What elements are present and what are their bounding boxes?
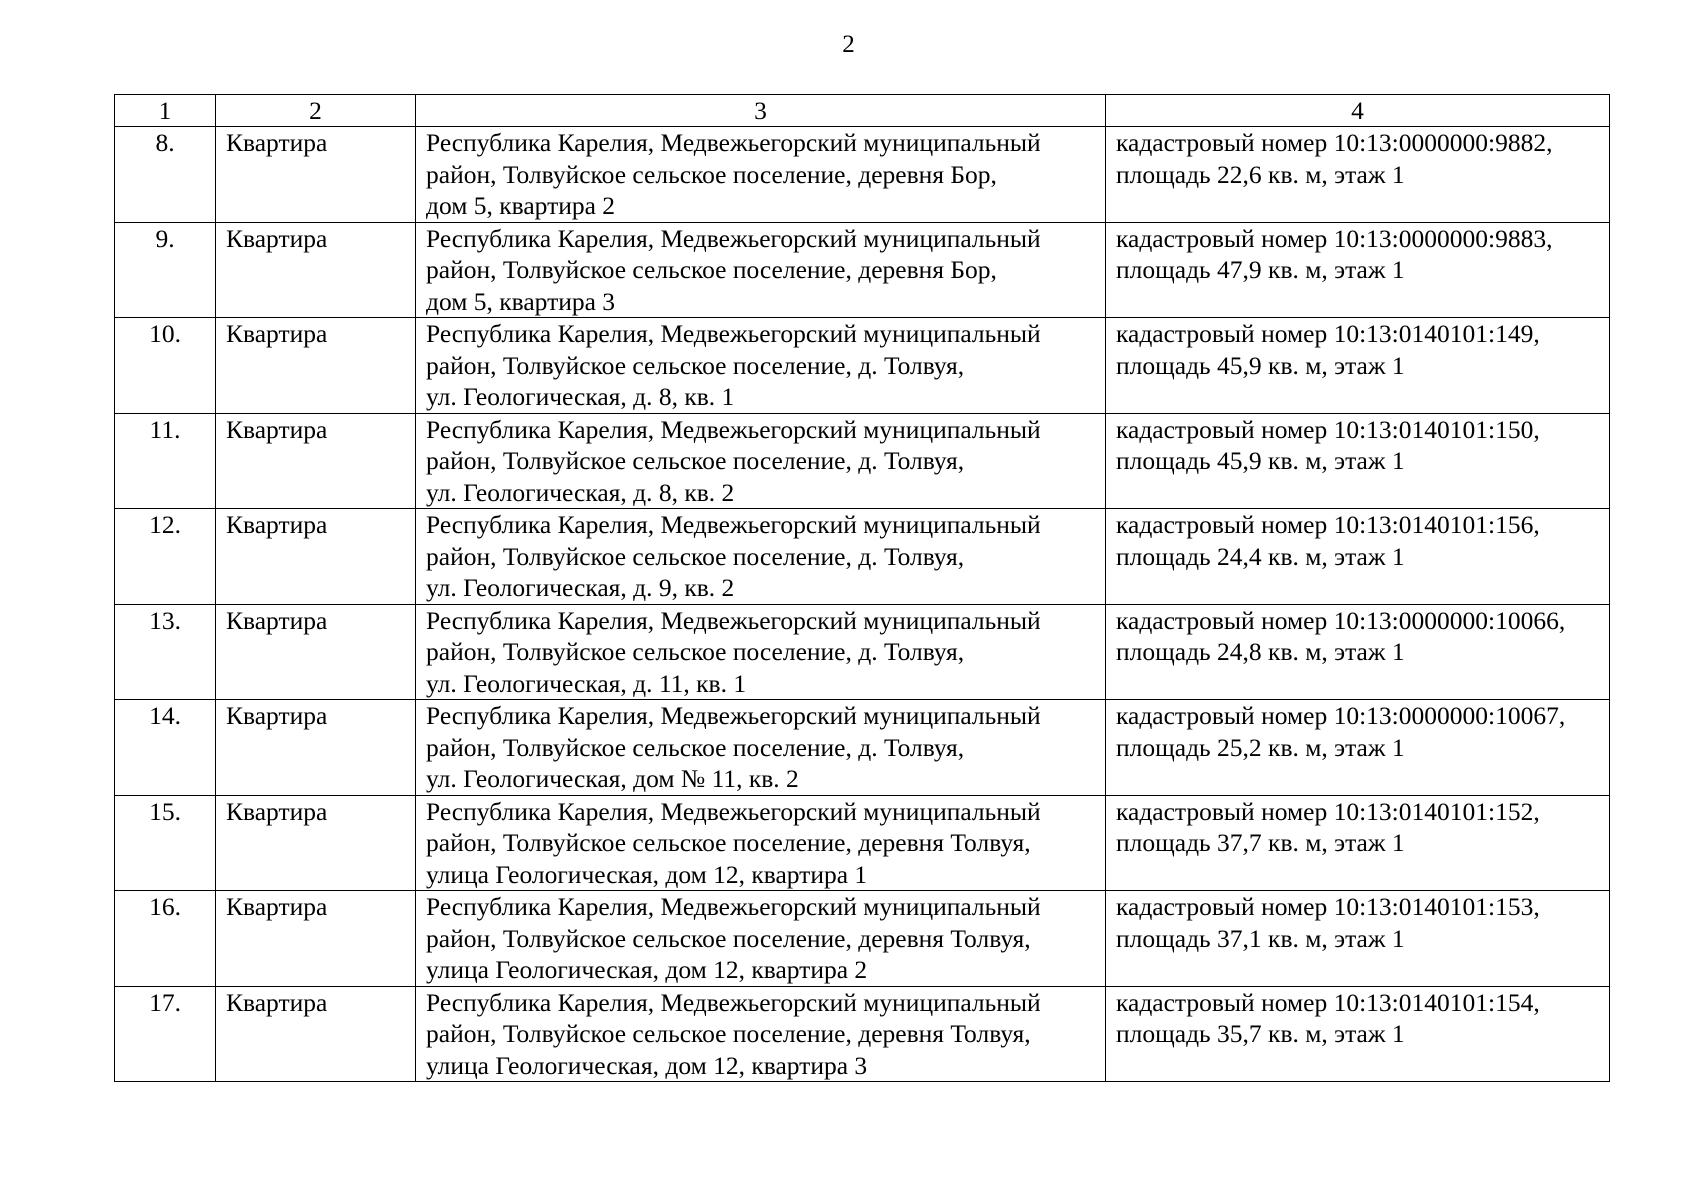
details-line: площадь 45,9 кв. м, этаж 1 — [1116, 350, 1405, 380]
details-line: кадастровый номер 10:13:0000000:9882, — [1116, 128, 1553, 157]
property-type: Квартира — [216, 509, 416, 605]
property-details — [1106, 891, 1610, 987]
row-number: 16. — [115, 891, 216, 987]
details-line: кадастровый номер 10:13:0140101:150, — [1116, 414, 1540, 444]
property-details — [1106, 986, 1610, 1082]
property-details — [1106, 604, 1610, 700]
address-line: Республика Карелия, Медвежьегорский муниципальный — [426, 987, 1041, 1017]
address-line: Республика Карелия, Медвежьегорский муниципальный — [426, 796, 1041, 826]
table-row — [115, 127, 1610, 223]
details-line: площадь 24,4 кв. м, этаж 1 — [1116, 541, 1405, 571]
property-address — [416, 795, 1106, 891]
property-address — [416, 222, 1106, 318]
address-line: ул. Геологическая, д. 11, кв. 1 — [426, 668, 747, 698]
details-line: площадь 24,8 кв. м, этаж 1 — [1116, 637, 1405, 666]
details-line: площадь 45,9 кв. м, этаж 1 — [1116, 446, 1405, 475]
address-line: дом 5, квартира 3 — [426, 286, 616, 316]
property-type: Квартира — [216, 318, 416, 414]
address-line: дом 5, квартира 2 — [426, 191, 616, 220]
address-line: район, Толвуйское сельское поселение, д. Толвуя, — [426, 350, 965, 380]
property-details — [1106, 413, 1610, 509]
details-line: площадь 22,6 кв. м, этаж 1 — [1116, 159, 1405, 189]
property-details — [1106, 509, 1610, 605]
property-address — [416, 986, 1106, 1082]
address-line: Республика Карелия, Медвежьегорский муниципальный — [426, 892, 1041, 921]
header-col-3: 3 — [416, 95, 1106, 127]
property-type: Квартира — [216, 700, 416, 796]
property-address — [416, 127, 1106, 223]
address-line: улица Геологическая, дом 12, квартира 1 — [426, 859, 868, 889]
address-line: район, Толвуйское сельское поселение, д. Толвуя, — [426, 732, 965, 762]
property-details — [1106, 127, 1610, 223]
address-line: Республика Карелия, Медвежьегорский муниципальный — [426, 605, 1041, 635]
table-row — [115, 795, 1610, 891]
property-address — [416, 700, 1106, 796]
row-number: 8. — [115, 127, 216, 223]
page-number: 2 — [842, 31, 855, 58]
address-line: район, Толвуйское сельское поселение, д. Толвуя, — [426, 637, 965, 666]
details-line: площадь 35,7 кв. м, этаж 1 — [1116, 1019, 1405, 1048]
table-row — [115, 700, 1610, 796]
property-address — [416, 604, 1106, 700]
address-line: район, Толвуйское сельское поселение, деревня Толвуя, — [426, 828, 1031, 857]
address-line: Республика Карелия, Медвежьегорский муниципальный — [426, 128, 1041, 157]
address-line: район, Толвуйское сельское поселение, деревня Бор, — [426, 159, 997, 189]
property-table — [114, 94, 1610, 1082]
property-details — [1106, 318, 1610, 414]
details-line: кадастровый номер 10:13:0000000:10067, — [1116, 701, 1566, 730]
header-col-2: 2 — [216, 95, 416, 127]
details-line: кадастровый номер 10:13:0140101:154, — [1116, 987, 1540, 1017]
property-type: Квартира — [216, 795, 416, 891]
details-line: кадастровый номер 10:13:0140101:156, — [1116, 510, 1540, 539]
address-line: ул. Геологическая, д. 8, кв. 2 — [426, 477, 735, 507]
address-line: ул. Геологическая, д. 9, кв. 2 — [426, 573, 735, 602]
property-address — [416, 413, 1106, 509]
address-line: Республика Карелия, Медвежьегорский муниципальный — [426, 510, 1041, 539]
table-row — [115, 986, 1610, 1082]
table-row — [115, 222, 1610, 318]
details-line: кадастровый номер 10:13:0000000:9883, — [1116, 223, 1553, 253]
row-number: 11. — [115, 413, 216, 509]
table-row — [115, 318, 1610, 414]
details-line: площадь 37,7 кв. м, этаж 1 — [1116, 828, 1405, 857]
property-type: Квартира — [216, 222, 416, 318]
address-line: Республика Карелия, Медвежьегорский муниципальный — [426, 414, 1041, 444]
property-details — [1106, 700, 1610, 796]
details-line: площадь 47,9 кв. м, этаж 1 — [1116, 255, 1405, 284]
property-type: Квартира — [216, 413, 416, 509]
property-type: Квартира — [216, 604, 416, 700]
row-number: 13. — [115, 604, 216, 700]
header-col-1: 1 — [115, 95, 216, 127]
address-line: Республика Карелия, Медвежьегорский муниципальный — [426, 223, 1041, 253]
row-number: 9. — [115, 222, 216, 318]
details-line: площадь 25,2 кв. м, этаж 1 — [1116, 732, 1405, 762]
property-details — [1106, 795, 1610, 891]
property-address — [416, 318, 1106, 414]
property-details — [1106, 222, 1610, 318]
property-type: Квартира — [216, 891, 416, 987]
address-line: район, Толвуйское сельское поселение, д. Толвуя, — [426, 541, 965, 571]
row-number: 15. — [115, 795, 216, 891]
address-line: улица Геологическая, дом 12, квартира 2 — [426, 955, 868, 984]
address-line: Республика Карелия, Медвежьегорский муниципальный — [426, 701, 1041, 730]
details-line: кадастровый номер 10:13:0140101:153, — [1116, 892, 1540, 921]
row-number: 10. — [115, 318, 216, 414]
table-row — [115, 509, 1610, 605]
details-line: кадастровый номер 10:13:0000000:10066, — [1116, 605, 1566, 635]
row-number: 14. — [115, 700, 216, 796]
table-row — [115, 891, 1610, 987]
row-number: 17. — [115, 986, 216, 1082]
property-type: Квартира — [216, 986, 416, 1082]
row-number: 12. — [115, 509, 216, 605]
address-line: улица Геологическая, дом 12, квартира 3 — [426, 1050, 868, 1080]
property-address — [416, 509, 1106, 605]
header-col-4: 4 — [1106, 95, 1610, 127]
address-line: ул. Геологическая, д. 8, кв. 1 — [426, 382, 735, 411]
address-line: район, Толвуйское сельское поселение, деревня Толвуя, — [426, 923, 1031, 953]
details-line: кадастровый номер 10:13:0140101:152, — [1116, 796, 1540, 826]
details-line: кадастровый номер 10:13:0140101:149, — [1116, 319, 1540, 348]
details-line: площадь 37,1 кв. м, этаж 1 — [1116, 923, 1405, 953]
table-row — [115, 604, 1610, 700]
property-address — [416, 891, 1106, 987]
address-line: ул. Геологическая, дом № 11, кв. 2 — [426, 764, 799, 793]
address-line: район, Толвуйское сельское поселение, деревня Бор, — [426, 255, 997, 284]
address-line: Республика Карелия, Медвежьегорский муниципальный — [426, 319, 1041, 348]
header-row — [115, 95, 1610, 127]
address-line: район, Толвуйское сельское поселение, деревня Толвуя, — [426, 1019, 1031, 1048]
property-type: Квартира — [216, 127, 416, 223]
address-line: район, Толвуйское сельское поселение, д. Толвуя, — [426, 446, 965, 475]
table-row — [115, 413, 1610, 509]
table-body — [115, 127, 1610, 1082]
